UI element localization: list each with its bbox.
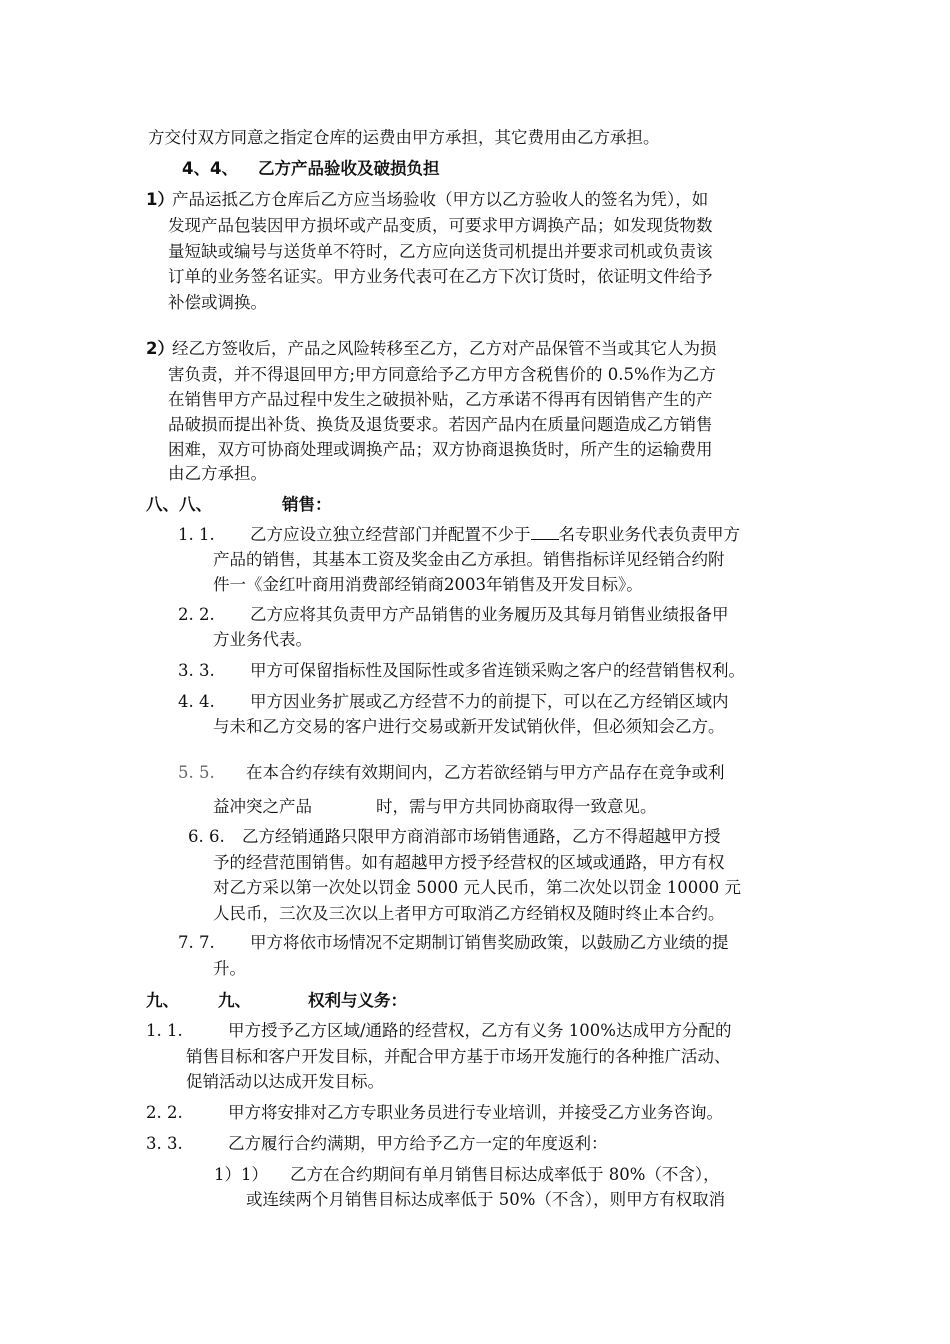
text-line: 乙方经销通路只限甲方商消部市场销售通路，乙方不得超越甲方授 (242, 827, 721, 846)
text-line: 件一《金红叶商用消费部经销商2003年销售及开发目标》。 (213, 575, 643, 594)
item-number: 3. 3. (178, 661, 215, 680)
item-number: 2. 2. (178, 605, 215, 624)
text-line: 发现产品包装因甲方损坏或产品变质，可要求甲方调换产品；如发现货物数 (168, 216, 713, 235)
item-number: 1） (146, 190, 174, 209)
item-number: 7. 7. (178, 933, 215, 952)
text-line: 在销售甲方产品过程中发生之破损补贴，乙方承诺不得再有因销售产生的产 (168, 390, 713, 409)
section-number: 4、4、 (182, 159, 238, 178)
text-line: 订单的业务签名证实。甲方业务代表可在乙方下次订货时，依证明文件给予 (168, 267, 713, 286)
item-number: 2） (146, 339, 174, 358)
text-line: 方业务代表。 (213, 630, 312, 649)
item-number: 5. 5. (178, 763, 215, 782)
item-number: 2. 2. (146, 1103, 183, 1122)
text-line: 量短缺或编号与送货单不符时，乙方应向送货司机提出并要求司机或负责该 (168, 242, 713, 261)
section-title: 销售： (282, 495, 332, 514)
text-line (250, 524, 740, 546)
text-line: 时，需与甲方共同协商取得一致意见。 (376, 797, 657, 816)
text-line: 甲方因业务扩展或乙方经营不力的前提下，可以在乙方经销区域内 (250, 692, 729, 711)
text-line: 对乙方采以第一次处以罚金 5000 元人民币，第二次处以罚金 10000 元 (213, 878, 741, 897)
text-line: 甲方将安排对乙方专职业务员进行专业培训，并接受乙方业务咨询。 (228, 1103, 723, 1122)
text-line: 经乙方签收后，产品之风险转移至乙方，乙方对产品保管不当或其它人为损 (172, 339, 717, 358)
text-line: 乙方应将其负责甲方产品销售的业务履历及其每月销售业绩报备甲 (250, 605, 729, 624)
text-line: 产品的销售，其基本工资及奖金由乙方承担。销售指标详见经销合约附 (213, 550, 725, 569)
text-line: 升。 (213, 959, 246, 978)
text-line: 销售目标和客户开发目标，并配合甲方基于市场开发施行的各种推广活动、 (186, 1047, 731, 1066)
text-line: 品破损而提出补货、换货及退货要求。若因产品内在质量问题造成乙方销售 (168, 415, 713, 434)
item-number: 1）1） (214, 1165, 268, 1184)
text-line: 困难，双方可协商处理或调换产品；双方协商退换货时，所产生的运输费用 (168, 440, 713, 459)
blank-underline (531, 525, 559, 540)
text-line: 补偿或调换。 (168, 293, 267, 312)
text-line: 害负责，并不得退回甲方;甲方同意给予乙方甲方含税售价的 0.5%作为乙方 (168, 365, 716, 384)
text-line: 予的经营范围销售。如有超越甲方授予经营权的区域或通路，甲方有权 (213, 853, 725, 872)
item-number: 1. 1. (146, 1021, 183, 1040)
text-line: 乙方履行合约满期，甲方给予乙方一定的年度返利： (228, 1134, 608, 1153)
section-number: 九、 (218, 991, 251, 1010)
text-line: 甲方将依市场情况不定期制订销售奖励政策，以鼓励乙方业绩的提 (250, 933, 729, 952)
section-title: 乙方产品验收及破损负担 (258, 159, 440, 178)
text-line: 益冲突之产品 (213, 797, 312, 816)
text-line: 产品运抵乙方仓库后乙方应当场验收（甲方以乙方验收人的签名为凭），如 (172, 190, 709, 209)
text-fragment: 乙方应设立独立经营部门并配置不少于 (250, 525, 531, 544)
section-number: 八、八、 (146, 495, 212, 514)
text-line: 与未和乙方交易的客户进行交易或新开发试销伙伴，但必须知会乙方。 (213, 717, 725, 736)
text-line: 甲方可保留指标性及国际性或多省连锁采购之客户的经营销售权利。 (250, 661, 745, 680)
text-line: 方交付双方同意之指定仓库的运费由甲方承担，其它费用由乙方承担。 (148, 128, 660, 147)
text-line: 人民币，三次及三次以上者甲方可取消乙方经销权及随时终止本合约。 (213, 904, 725, 923)
text-line: 促销活动以达成开发目标。 (186, 1072, 384, 1091)
section-title: 权利与义务： (308, 991, 407, 1010)
text-line: 乙方在合约期间有单月销售目标达成率低于 80%（不含）， (290, 1165, 720, 1184)
section-number: 九、 (146, 991, 179, 1010)
item-number: 1. 1. (178, 525, 215, 544)
text-line: 或连续两个月销售目标达成率低于 50%（不含），则甲方有权取消 (246, 1190, 726, 1209)
item-number: 4. 4. (178, 692, 215, 711)
text-line: 甲方授予乙方区域/通路的经营权，乙方有义务 100%达成甲方分配的 (228, 1021, 732, 1040)
text-fragment: 名专职业务代表负责甲方 (558, 525, 740, 544)
item-number: 3. 3. (146, 1134, 183, 1153)
item-number: 6. 6. (188, 827, 225, 846)
text-line: 由乙方承担。 (168, 464, 267, 483)
text-line: 在本合约存续有效期间内，乙方若欲经销与甲方产品存在竞争或利 (246, 763, 725, 782)
